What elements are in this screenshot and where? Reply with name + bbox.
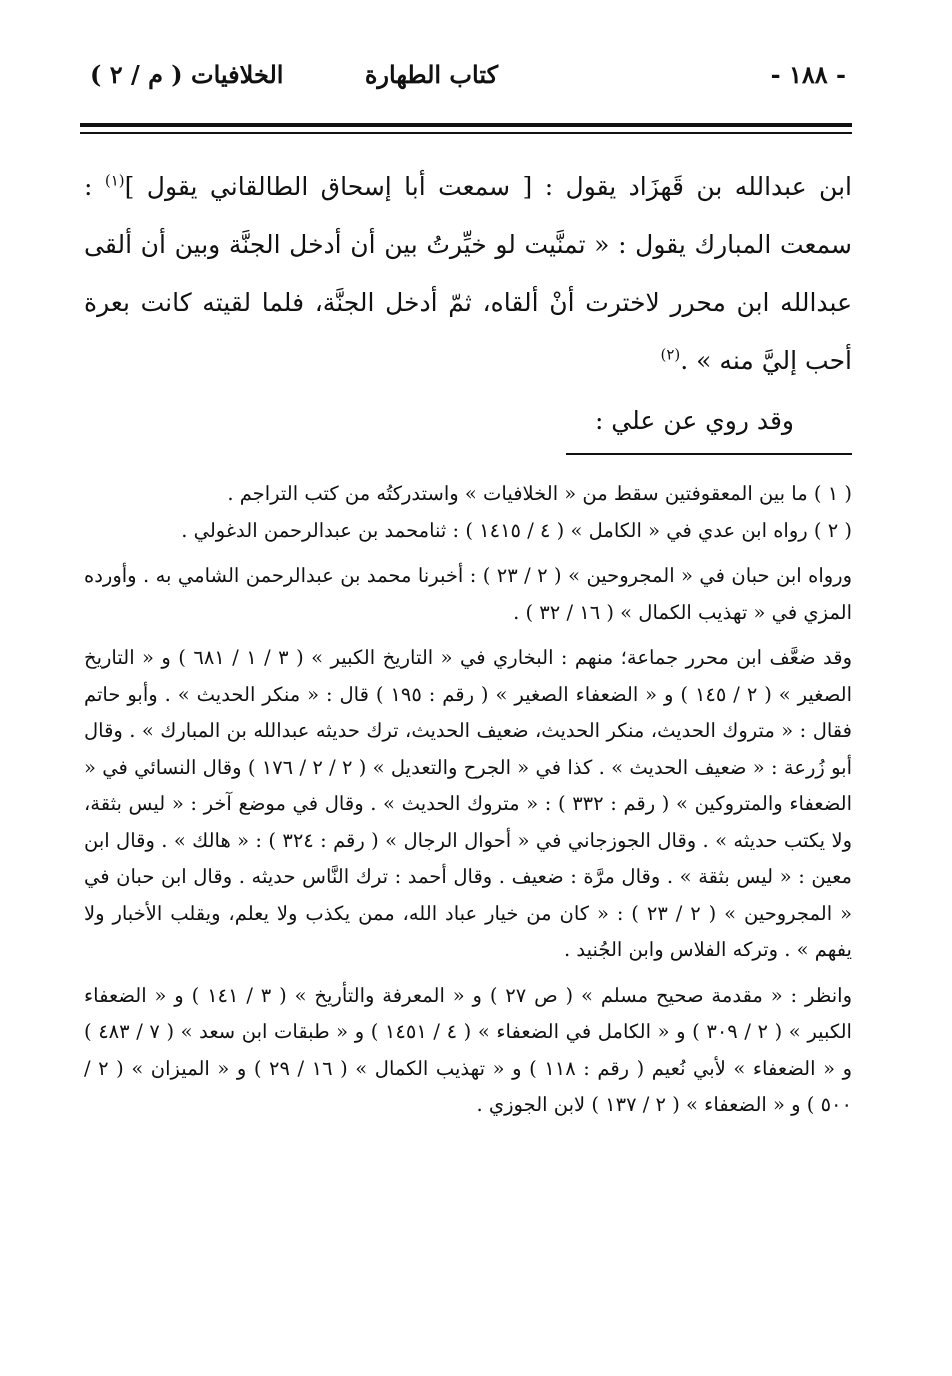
footnote-marker: (٢): [660, 345, 681, 364]
main-paragraph: [84, 158, 852, 390]
footnote-separator: [566, 453, 852, 455]
main-paragraph: وقد روي عن علي :: [594, 406, 794, 435]
running-header: [80, 58, 860, 98]
header-subtitle: الخلافيات ( م / ٢ ): [90, 60, 284, 89]
book-title: كتاب الطهارة: [364, 60, 498, 89]
header-rule-thick: [80, 123, 852, 127]
paragraph-text: ابن عبدالله بن قَهزَاد يقول : [ سمعت أبا إسحاق الطالقاني يقول ]: [124, 172, 852, 201]
paragraph-text-cont: : سمعت المبارك يقول : « تمنَّيت لو خيِّرتُ بين أن أدخل الجنَّة وبين أن ألقى عبدالله ابن محرر لاخترت أنْ ألقاه، ثمّ أدخل الجنَّة، فلما لقيته كانت بعرة أحب إليَّ منه » .: [84, 172, 852, 375]
page-number: - ١٨٨ -: [770, 60, 846, 89]
footnote: ( ١ ) ما بين المعقوفتين سقط من « الخلافيات » واستدركتُه من كتب التراجم .: [227, 482, 852, 505]
footnotes: [84, 476, 852, 1124]
footnote-marker: (١): [104, 171, 125, 190]
footnote: وقد ضعَّف ابن محرر جماعة؛ منهم : البخاري في « التاريخ الكبير » ( ٣ / ١ / ٦٨١ ) و « التاريخ الصغير » ( ٢ / ١٤٥ ) و « الضعفاء الصغير » ( رقم : ١٩٥ ) قال : « منكر الحديث » . وأبو حاتم فقال : « متروك الحديث، منكر الحديث، ضعيف الحديث، ترك حديثه عبدالله بن المبارك » . وقال أبو زُرعة : « ضعيف الحديث » . كذا في « الجرح والتعديل » ( ٢ / ٢ / ١٧٦ ) وقال النسائي في « الضعفاء والمتروكين » ( رقم : ٣٣٢ ) : « متروك الحديث » . وقال في موضع آخر : « ليس بثقة، ولا يكتب حديثه » . وقال الجوزجاني في « أحوال الرجال » ( رقم : ٣٢٤ ) : « هالك » . وقال ابن معين : « ليس بثقة » . وقال مرَّة : ضعيف . وقال أحمد : ترك النَّاس حديثه . وقال ابن حبان في « المجروحين » ( ٢ / ٢٣ ) : « كان من خيار عباد الله، ممن يكذب ولا يعلم، ويقلب الأخبار ولا يفهم » . وتركه الفلاس وابن الجُنيد .: [84, 646, 853, 961]
main-text: [84, 158, 852, 450]
footnote: ( ٢ ) رواه ابن عدي في « الكامل » ( ٤ / ١٤١٥ ) : ثنامحمد بن عبدالرحمن الدغولي .: [181, 518, 852, 542]
header-rule-thin: [80, 132, 852, 134]
footnote: ورواه ابن حبان في « المجروحين » ( ٢ / ٢٣ ) : أخبرنا محمد بن عبدالرحمن الشامي به . وأورده المزي في « تهذيب الكمال » ( ١٦ / ٣٢ ) .: [84, 564, 852, 624]
footnote: وانظر : « مقدمة صحيح مسلم » ( ص ٢٧ ) و « المعرفة والتأريخ » ( ٣ / ١٤١ ) و « الضعفاء الكبير » ( ٢ / ٣٠٩ ) و « الكامل في الضعفاء » ( ٤ / ١٤٥١ ) و « طبقات ابن سعد » ( ٧ / ٤٨٣ ) و « الضعفاء » لأبي نُعيم ( رقم : ١١٨ ) و « تهذيب الكمال » ( ١٦ / ٢٩ ) و « الميزان » ( ٢ / ٥٠٠ ) و « الضعفاء » ( ٢ / ١٣٧ ) لابن الجوزي .: [84, 983, 852, 1116]
